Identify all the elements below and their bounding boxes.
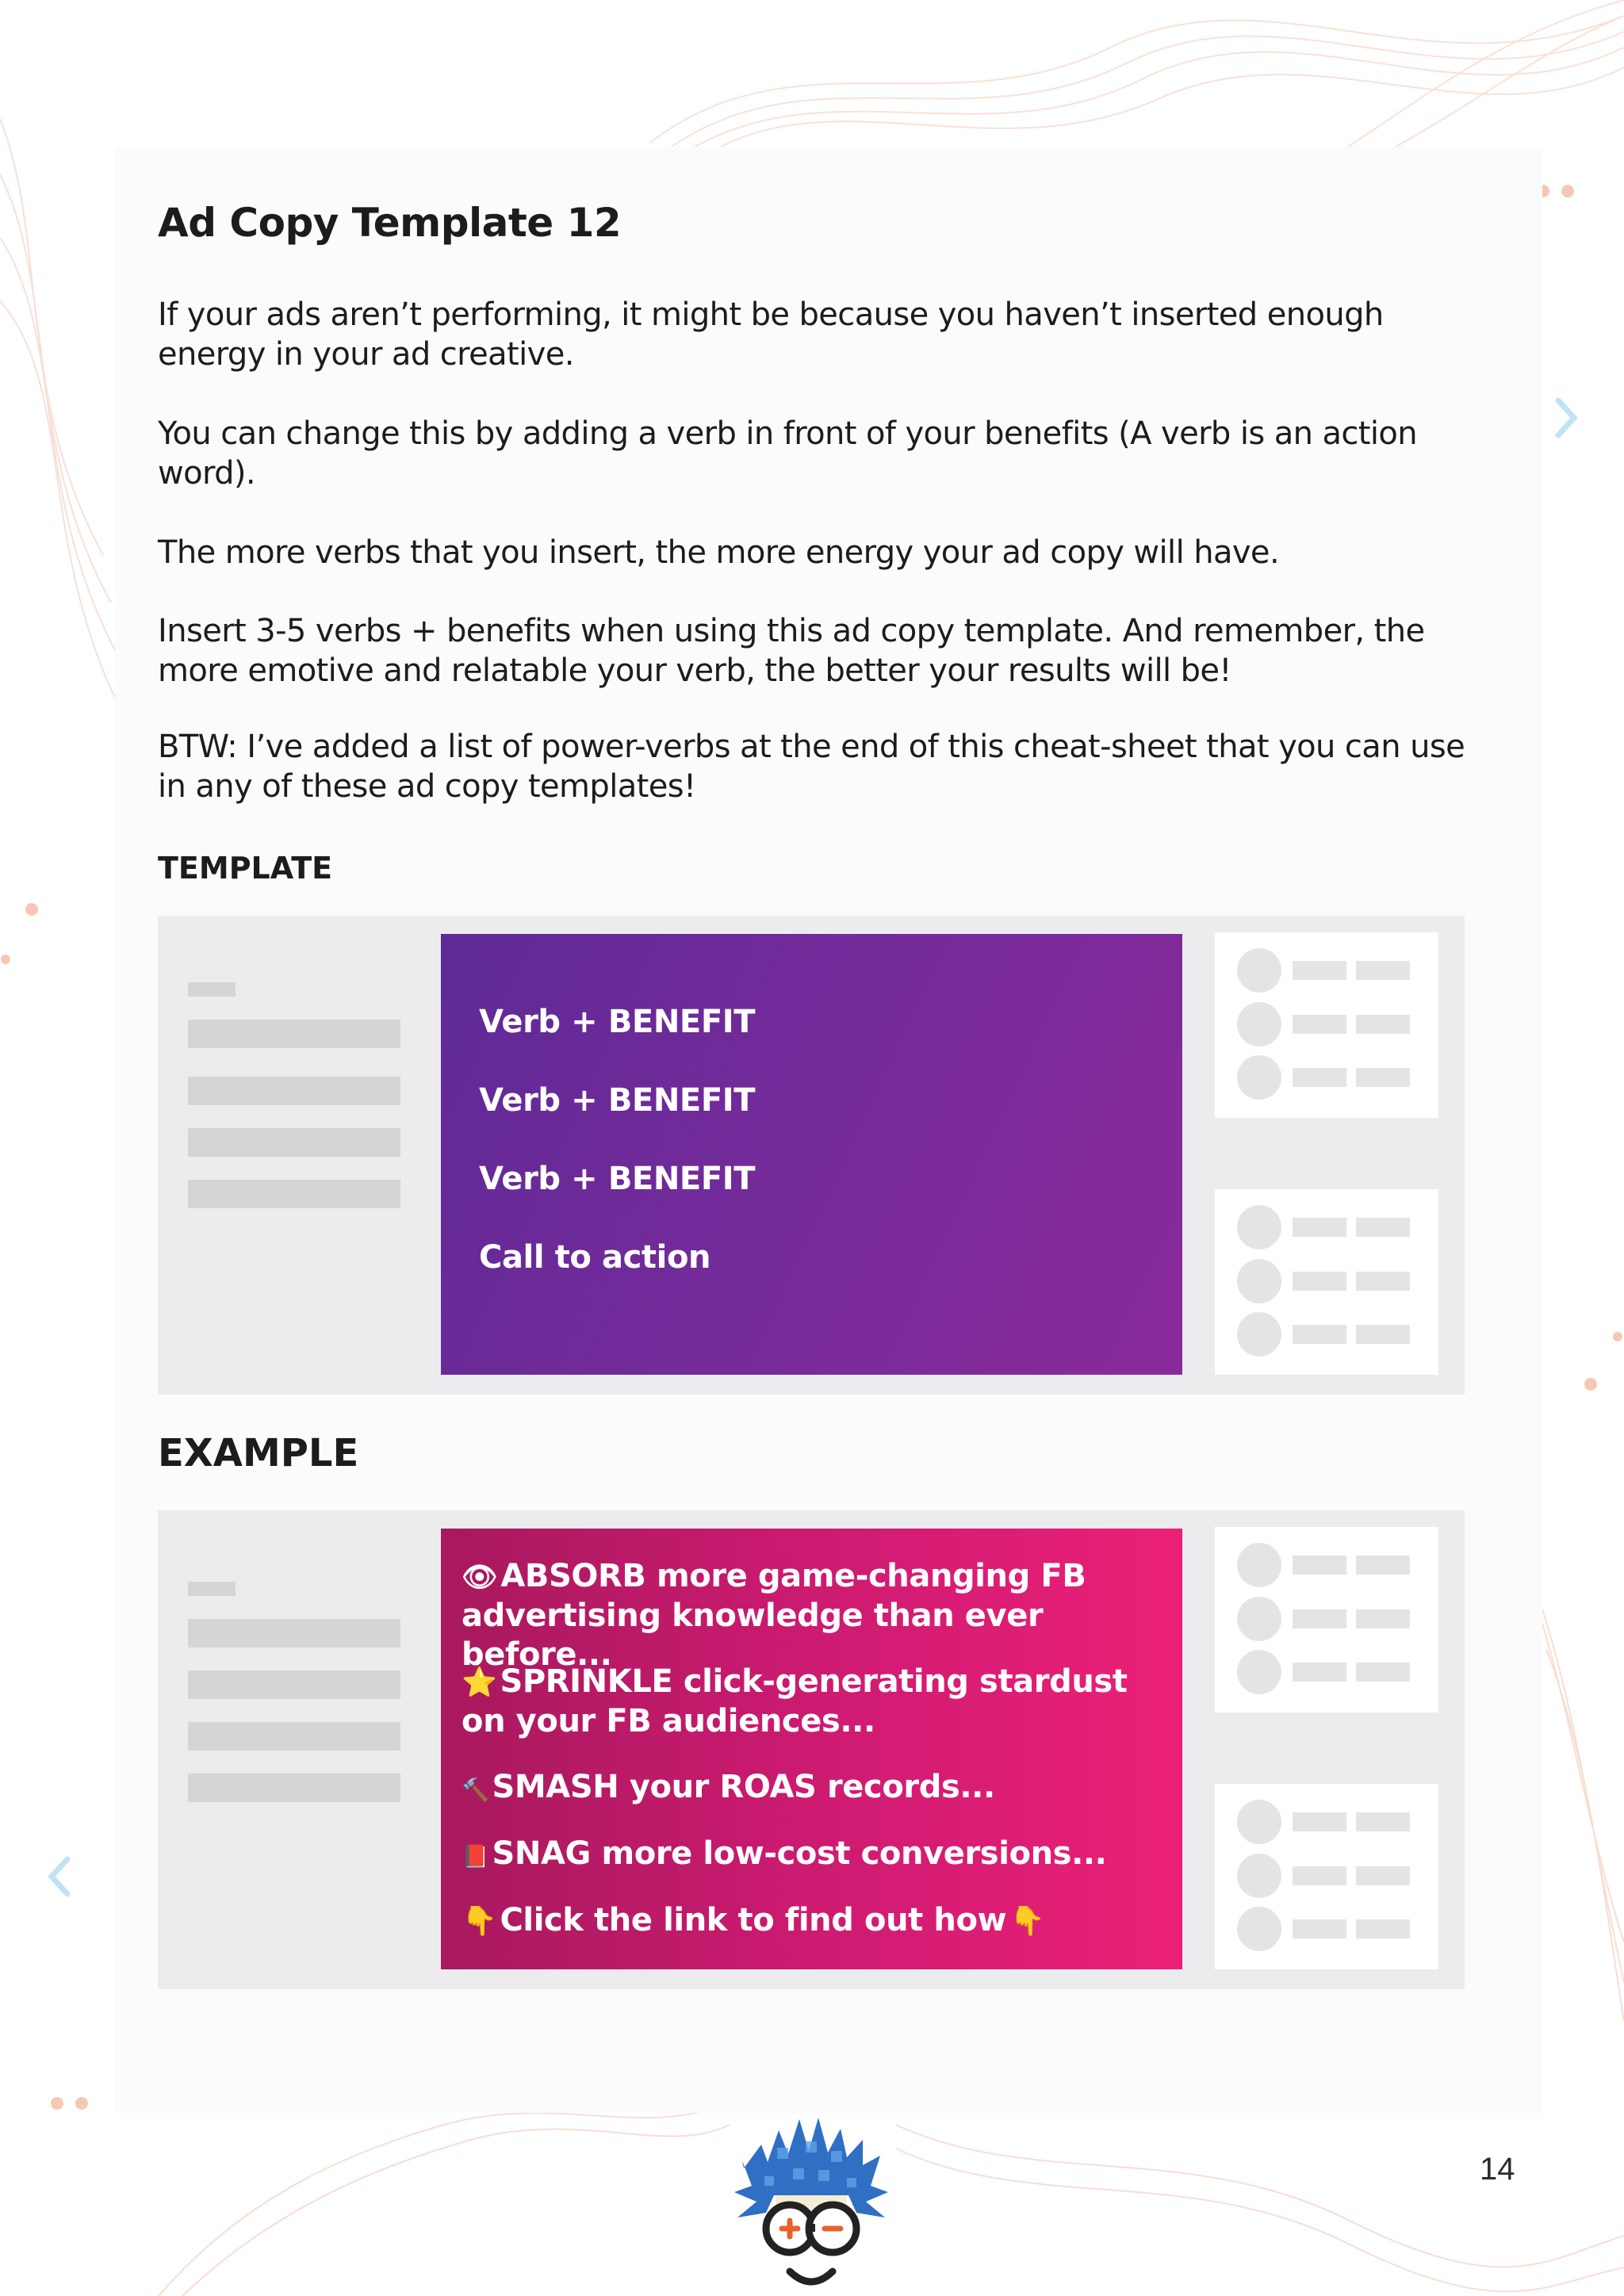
placeholder-avatar	[1237, 948, 1281, 993]
placeholder-line	[188, 1582, 236, 1596]
intro-paragraph-3: The more verbs that you insert, the more energy your ad copy will have.	[158, 534, 1280, 571]
placeholder-avatar	[1237, 1002, 1281, 1047]
template-line-1: Verb + BENEFIT	[479, 1004, 756, 1040]
intro-paragraph-1: If your ads aren’t performing, it might be because you haven’t inserted enough energy in your ad creative.	[158, 297, 1384, 373]
eye-icon: 👁	[462, 1561, 498, 1594]
placeholder-avatar	[1237, 1854, 1281, 1898]
placeholder-card	[1215, 932, 1438, 1118]
book-icon: 📕	[462, 1843, 489, 1869]
example-line-2: ⭐ SPRINKLE click-generating stardust on your FB audiences...	[462, 1663, 1128, 1739]
page-number: 14	[1480, 2152, 1515, 2187]
pointing-down-hand-icon: 👇	[1009, 1905, 1045, 1938]
intro-paragraph-2: You can change this by adding a verb in front of your benefits (A verb is an action word).	[158, 415, 1418, 492]
placeholder-bar	[188, 1180, 400, 1208]
example-ad-mockup	[158, 1510, 1465, 1989]
star-icon: ⭐	[462, 1667, 497, 1699]
placeholder-avatar	[1237, 1259, 1281, 1303]
example-line-3: 🔨 SMASH your ROAS records...	[462, 1768, 1151, 1809]
placeholder-bar	[188, 1619, 400, 1647]
placeholder-avatar	[1237, 1800, 1281, 1844]
placeholder-line	[188, 982, 236, 997]
placeholder-avatar	[1237, 1650, 1281, 1694]
mascot-logo	[730, 2113, 893, 2296]
placeholder-avatar	[1237, 1205, 1281, 1249]
intro-paragraph-4: Insert 3-5 verbs + benefits when using this ad copy template. And remember, the more emotive and relatable your verb, the better your results will be!	[158, 613, 1425, 689]
placeholder-card	[1215, 1527, 1438, 1712]
example-call-to-action: 👇 Click the link to find out how 👇	[462, 1901, 1151, 1941]
placeholder-bar	[188, 1722, 400, 1751]
placeholder-bar	[188, 1077, 400, 1105]
placeholder-avatar	[1237, 1312, 1281, 1357]
example-line-4: 📕 SNAG more low-cost conversions...	[462, 1835, 1151, 1876]
hammer-icon: 🔨	[462, 1777, 489, 1803]
template-section-label: TEMPLATE	[158, 851, 333, 886]
placeholder-avatar	[1237, 1055, 1281, 1100]
template-ad-mockup	[158, 916, 1465, 1395]
placeholder-avatar	[1237, 1597, 1281, 1641]
example-section-label: EXAMPLE	[158, 1431, 359, 1475]
placeholder-bar	[188, 1670, 400, 1699]
placeholder-bar	[188, 1128, 400, 1157]
placeholder-bar	[188, 1020, 400, 1048]
intro-paragraph-5: BTW: I’ve added a list of power-verbs at the end of this cheat-sheet that you can use in any of these ad copy templates!	[158, 729, 1465, 805]
template-line-2: Verb + BENEFIT	[479, 1082, 756, 1119]
placeholder-avatar	[1237, 1907, 1281, 1951]
example-line-1: 👁 ABSORB more game-changing FB advertising knowledge than ever before...	[462, 1558, 1086, 1673]
pointing-down-hand-icon: 👇	[462, 1905, 497, 1938]
placeholder-card	[1215, 1784, 1438, 1969]
template-call-to-action: Call to action	[479, 1239, 711, 1276]
template-ad-creative	[441, 934, 1182, 1375]
placeholder-card	[1215, 1189, 1438, 1375]
placeholder-bar	[188, 1774, 400, 1802]
example-ad-creative	[441, 1529, 1182, 1969]
placeholder-avatar	[1237, 1543, 1281, 1587]
page-title: Ad Copy Template 12	[158, 200, 622, 246]
template-line-3: Verb + BENEFIT	[479, 1161, 756, 1197]
